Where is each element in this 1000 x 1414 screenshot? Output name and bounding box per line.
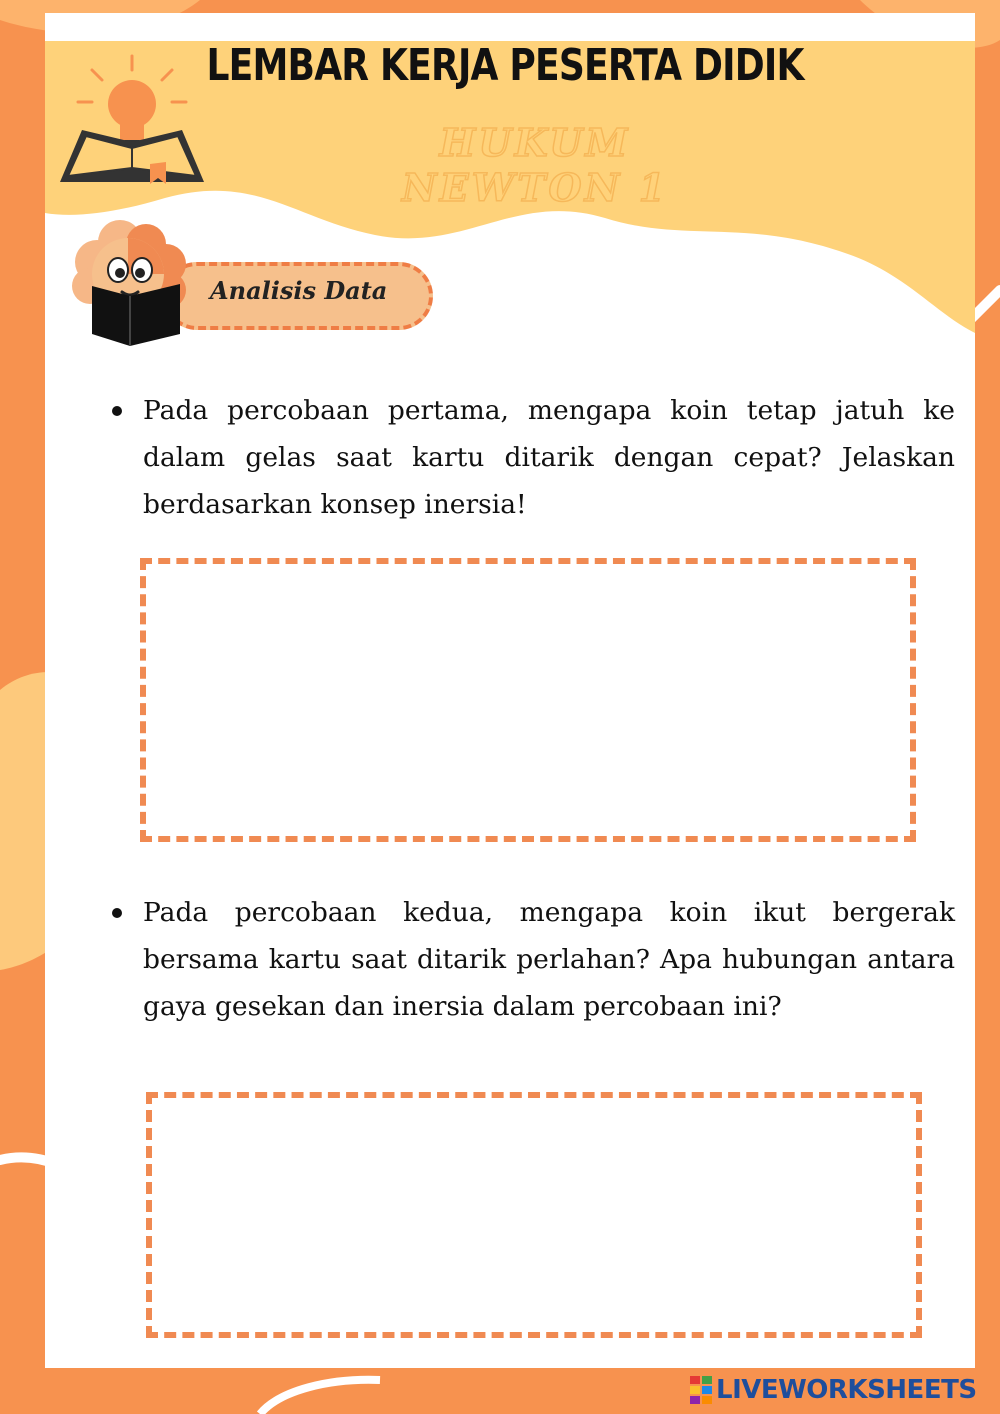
answer-box-2[interactable]: [146, 1092, 922, 1338]
liveworksheets-logo-icon: [690, 1376, 712, 1404]
question-1-text: Pada percobaan pertama, mengapa koin tetap jatuh ke dalam gelas saat kartu ditarik dengan cepat? Jelaskan berdasarkan konsep inersia!: [143, 395, 955, 520]
worksheet-subtitle: HUKUM NEWTON 1: [401, 120, 669, 210]
worksheet-title: LEMBAR KERJA PESERTA DIDIK: [206, 40, 804, 91]
answer-box-1[interactable]: [140, 558, 916, 842]
section-title: Analisis Data: [210, 276, 388, 305]
bullet-icon: [112, 908, 122, 918]
reading-brain-mascot-icon: [62, 212, 192, 352]
liveworksheets-logo: [690, 1373, 977, 1407]
question-2-text: Pada percobaan kedua, mengapa koin ikut bergerak bersama kartu saat ditarik perlahan? Apa hubungan antara gaya gesekan dan inersia dalam percobaan ini?: [143, 897, 955, 1022]
liveworksheets-brand: LIVEWORKSHEETS: [716, 1375, 977, 1405]
bullet-icon: [112, 406, 122, 416]
